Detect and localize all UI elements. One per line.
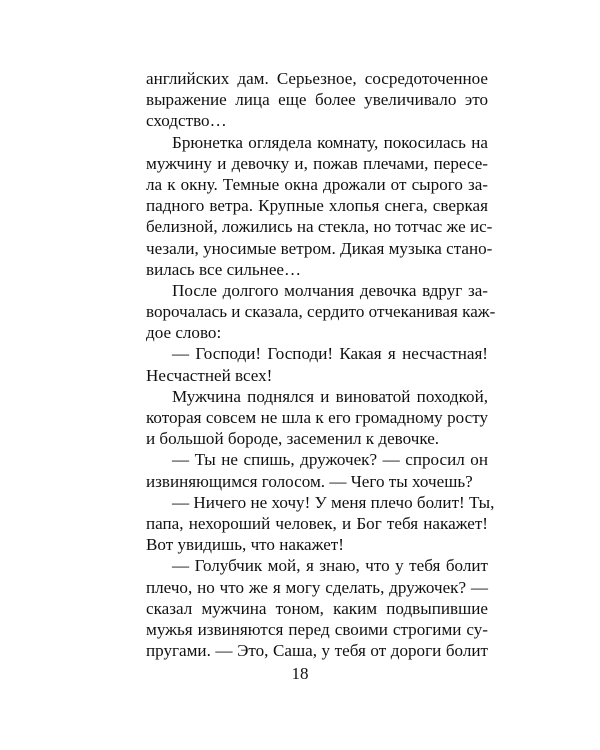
text-line: вилась все сильнее… bbox=[146, 259, 302, 279]
text-line: белизной, ложились на стекла, но тотчас же ис- bbox=[146, 217, 493, 237]
text-line: — Голубчик мой, я знаю, что у тебя болит bbox=[172, 556, 488, 576]
text-line: плечо, но что же я могу сделать, дружочек? — bbox=[146, 577, 488, 597]
page-number: 18 bbox=[291, 664, 309, 683]
text-line: ла к окну. Темные окна дрожали от сырого за- bbox=[146, 174, 488, 194]
text-line: Брюнетка оглядела комнату, покосилась на bbox=[172, 132, 488, 152]
text-line: которая совсем не шла к его громадному росту bbox=[146, 408, 488, 427]
paragraph bbox=[146, 449, 488, 491]
paragraph bbox=[146, 68, 488, 132]
paragraph bbox=[146, 386, 488, 450]
text-line: После долгого молчания девочка вдруг за- bbox=[172, 280, 488, 300]
text-line: дое слово: bbox=[146, 323, 222, 343]
text-line: мужчину и девочку и, пожав плечами, пересе- bbox=[146, 153, 488, 173]
text-line: чезали, уносимые ветром. Дикая музыка стано- bbox=[146, 238, 493, 258]
text-line: английских дам. Серьезное, сосредоточенное bbox=[146, 69, 488, 88]
text-line: Мужчина поднялся и виноватой походкой, bbox=[172, 386, 488, 406]
text-line: пругами. — Это, Саша, у тебя от дороги болит bbox=[146, 641, 488, 661]
text-line: мужья извиняются перед своими строгими су- bbox=[146, 619, 488, 639]
text-line: папа, нехороший человек, и Бог тебя накажет! bbox=[146, 513, 488, 533]
text-line: сказал мужчина тоном, каким подвыпившие bbox=[146, 598, 488, 618]
paragraph bbox=[146, 343, 488, 385]
paragraph bbox=[146, 280, 496, 344]
text-line: падного ветра. Крупные хлопья снега, сверкая bbox=[146, 196, 488, 216]
text-line: Вот увидишь, что накажет! bbox=[146, 535, 344, 555]
text-line: сходство… bbox=[146, 111, 227, 131]
text-line: ворочалась и сказала, сердито отчеканивая каж- bbox=[146, 302, 496, 322]
text-line: извиняющимся голосом. — Чего ты хочешь? bbox=[146, 471, 473, 491]
paragraph bbox=[146, 132, 493, 280]
paragraph bbox=[146, 492, 495, 556]
text-line: выражение лица еще более увеличивало это bbox=[146, 90, 488, 110]
text-line: — Господи! Господи! Какая я несчастная! bbox=[172, 344, 488, 364]
text-line: — Ничего не хочу! У меня плечо болит! Ты, bbox=[172, 492, 495, 512]
paragraph bbox=[146, 555, 488, 661]
body-text bbox=[146, 68, 496, 661]
text-line: — Ты не спишь, дружочек? — спросил он bbox=[172, 450, 488, 470]
text-line: и большой бороде, засеменил к девочке. bbox=[146, 429, 440, 449]
text-line: Несчастней всех! bbox=[146, 365, 273, 385]
